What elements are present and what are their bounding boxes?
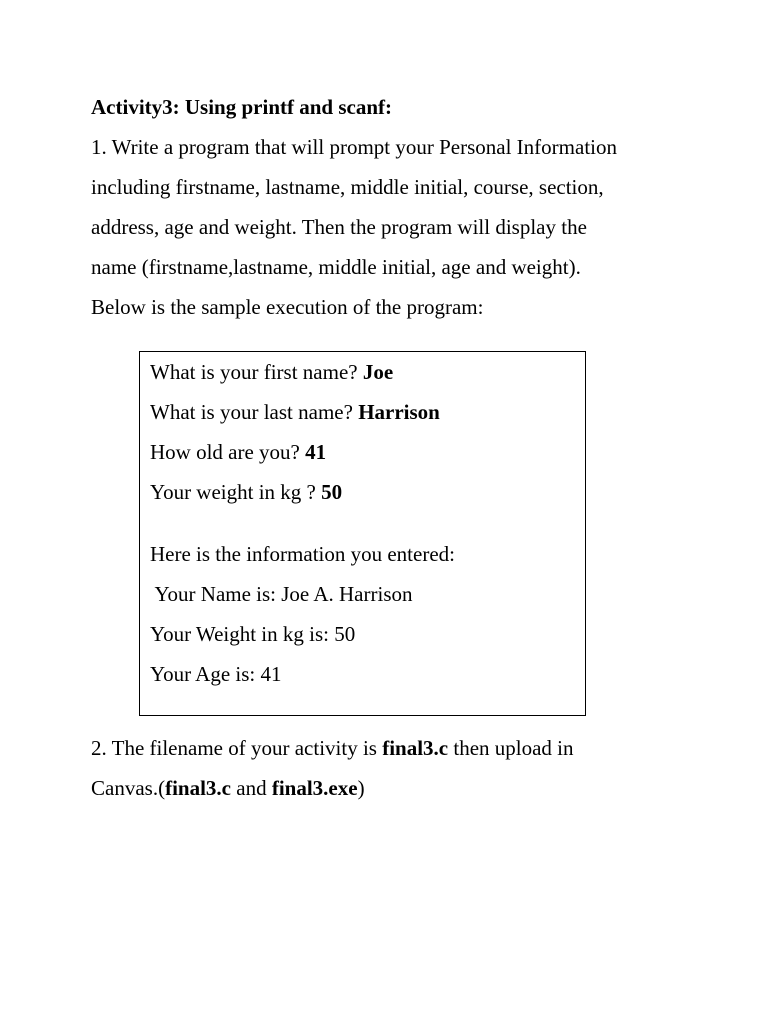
sample-output-age: Your Age is: 41: [150, 662, 282, 686]
instruction-line-5: Below is the sample execution of the program:: [91, 295, 484, 319]
filename-executable: final3.exe: [271, 776, 358, 800]
step2-text: Canvas.(: [91, 776, 166, 800]
prompt-text: What is your first name?: [150, 360, 363, 384]
answer-text: 41: [305, 440, 327, 464]
activity-heading: Activity3: Using printf and scanf:: [91, 95, 393, 119]
prompt-text: Your weight in kg ?: [150, 480, 322, 504]
sample-prompt-weight: [150, 480, 342, 504]
step2-line-2: [91, 776, 365, 800]
answer-text: Joe: [362, 360, 394, 384]
instruction-line-4: name (firstname,lastname, middle initial, age and weight).: [91, 255, 581, 279]
prompt-text: What is your last name?: [150, 400, 359, 424]
step2-text: then upload in: [448, 736, 574, 760]
answer-text: 50: [321, 480, 343, 504]
sample-prompt-last-name: [150, 400, 440, 424]
step2-text: ): [357, 776, 365, 800]
sample-prompt-age: [150, 440, 326, 464]
instruction-line-3: address, age and weight. Then the program will display the: [91, 215, 587, 239]
sample-prompt-first-name: [150, 360, 393, 384]
prompt-text: How old are you?: [150, 440, 306, 464]
step2-text: 2. The filename of your activity is: [91, 736, 383, 760]
sample-output-name: Your Name is: Joe A. Harrison: [150, 582, 413, 606]
answer-text: Harrison: [358, 400, 440, 424]
filename-source: final3.c: [382, 736, 449, 760]
instruction-line-1: 1. Write a program that will prompt your Personal Information: [91, 135, 617, 159]
filename-source: final3.c: [165, 776, 231, 800]
sample-output-weight: Your Weight in kg is: 50: [150, 622, 356, 646]
step2-line-1: [91, 736, 574, 760]
sample-execution-box: [139, 351, 586, 716]
sample-output-header: Here is the information you entered:: [150, 542, 455, 566]
step2-text: and: [231, 776, 272, 800]
instruction-line-2: including firstname, lastname, middle initial, course, section,: [91, 175, 604, 199]
